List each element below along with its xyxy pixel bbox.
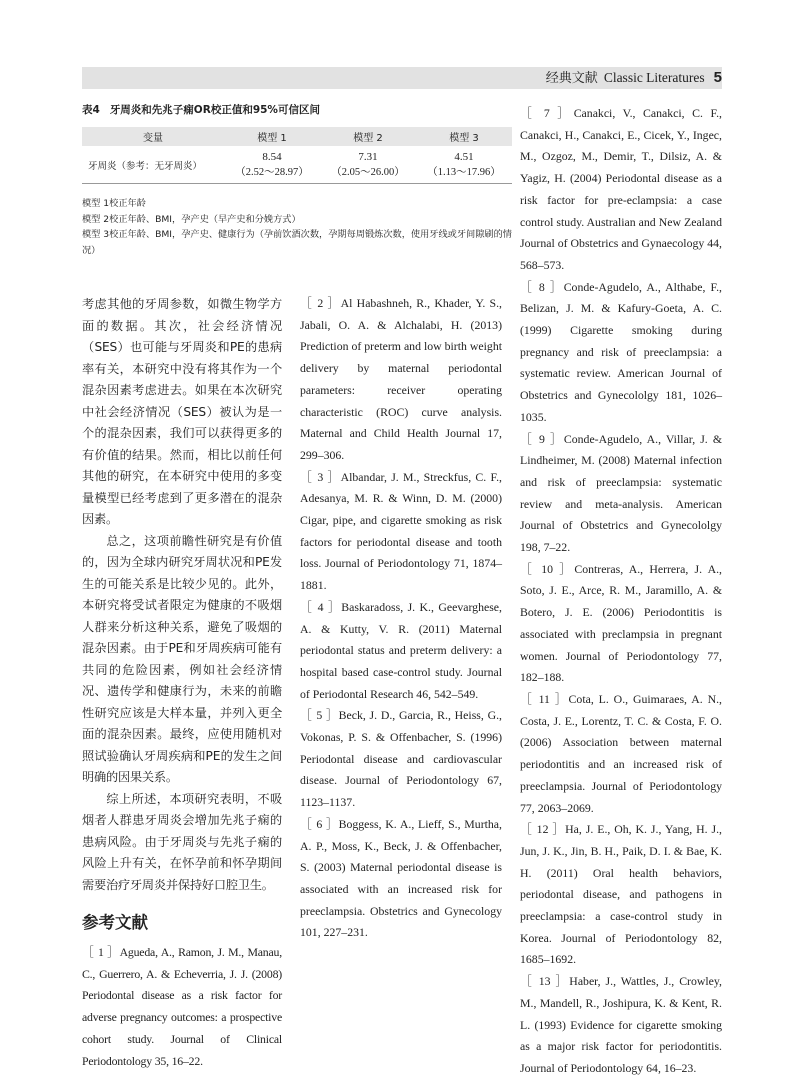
reference-number: ［ 10 ］ bbox=[520, 561, 575, 576]
table-header-row bbox=[82, 127, 512, 146]
reference-text: Albandar, J. M., Streckfus, C. F., Adesanya, M. R. & Winn, D. M. (2000) Cigar, pipe, and cigarette smoking as risk factors for periodontal disease and tooth loss. Journal of Periodontology 71, 1874–1881. bbox=[300, 469, 502, 593]
reference-item bbox=[300, 293, 502, 467]
reference-item bbox=[520, 819, 722, 971]
table-note: 模型 3校正年龄、BMI，孕产史、健康行为（孕前饮酒次数，孕期每周锻炼次数，使用牙线或牙间隙刷的情况） bbox=[82, 229, 512, 256]
body-column-1 bbox=[82, 294, 282, 1072]
table-note: 模型 2校正年龄、BMI，孕产史（早产史和分娩方式） bbox=[82, 213, 301, 225]
reference-text: Beck, J. D., Garcia, R., Heiss, G., Vokonas, P. S. & Offenbacher, S. (1996) Periodontal disease and cardiovascular disease. Journal of Periodontology 67, 1123–1137. bbox=[300, 708, 502, 810]
reference-number: ［ 11 ］ bbox=[520, 691, 569, 706]
table-notes bbox=[82, 196, 512, 258]
table-cell-variable: 牙周炎（参考：无牙周炎） bbox=[82, 146, 224, 184]
body-paragraph: 考虑其他的牙周参数，如微生物学方面的数据。其次，社会经济情况（SES）也可能与牙周炎和PE的患病率有关，本研究中没有将其作为一个混杂因素考虑进去。如果在本次研究中社会经济情况（SES）被认为是一个的混杂因素，我们可以获得更多的有价值的结果。然而，相比以前任何其他的研究，在本研究中使用的多变量模型已经考虑到了更多潜在的混杂因素。 bbox=[82, 297, 282, 526]
table-section bbox=[82, 101, 512, 256]
reference-text: Haber, J., Wattles, J., Crowley, M., Mandell, R., Joshipura, K. & Kent, R. L. (1993) Evidence for cigarette smoking as a major risk factor for periodontitis. Journal of Periodontology 64, 16–23. bbox=[520, 974, 722, 1075]
table-caption-text: 牙周炎和先兆子痫OR校正值和95%可信区间 bbox=[109, 104, 320, 116]
table-header-model-1: 模型 1 bbox=[224, 127, 320, 146]
page-number: 5 bbox=[713, 69, 722, 86]
reference-item bbox=[520, 103, 722, 277]
table-header-model-3: 模型 3 bbox=[416, 127, 512, 146]
reference-text: Conde-Agudelo, A., Althabe, F., Belizan, J. M. & Kafury-Goeta, A. C. (1999) Cigarette smoking during pregnancy and risk of preeclampsia: a systematic review. American Journal of Obstetrics and Gynecololgy 181, 1026–1035. bbox=[520, 279, 722, 424]
table-row bbox=[82, 146, 512, 184]
reference-number: ［ 1 ］ bbox=[82, 945, 120, 959]
or-value: 8.54 bbox=[262, 150, 282, 163]
references-heading: 参考文献 bbox=[82, 913, 148, 932]
reference-text: Canakci, V., Canakci, C. F., Canakci, H., Canakci, E., Cicek, Y., Ingec, M., Ozgoz, M., Demir, T., Dilsiz, A. & Yagiz, H. (2004) Periodontal disease as a risk factor for pre-eclampsia: a case control study. Australian and New Zealand Journal of Obstetrics and Gynaecology 44, 568–573. bbox=[520, 106, 722, 272]
reference-item bbox=[82, 942, 282, 1072]
ci-value: （1.13～17.96） bbox=[427, 166, 501, 178]
or-table bbox=[82, 127, 512, 184]
reference-item bbox=[300, 814, 502, 944]
body-paragraph: 总之，这项前瞻性研究是有价值的，因为全球内研究牙周状况和PE发生的可能关系是比较少见的。此外，本研究将受试者限定为健康的不吸烟人群来分析这种关系，避免了吸烟的混杂因素。由于PE和牙周疾病可能有共同的危险因素，例如社会经济情况、遗传学和健康行为，未来的前瞻性研究应该是大样本量，并列入更全面的混杂因素。最终，应使用随机对照试验确认牙周疾病和PE的发生之间明确的因果关系。 bbox=[82, 533, 282, 784]
ci-value: （2.05～26.00） bbox=[331, 166, 405, 178]
reference-item bbox=[520, 277, 722, 429]
reference-number: ［ 13 ］ bbox=[520, 974, 570, 989]
table-caption bbox=[82, 101, 512, 119]
reference-item bbox=[300, 705, 502, 814]
reference-number: ［ 3 ］ bbox=[300, 469, 341, 484]
reference-item bbox=[520, 971, 722, 1080]
reference-number: ［ 8 ］ bbox=[520, 279, 564, 294]
reference-item bbox=[300, 597, 502, 706]
reference-item bbox=[520, 559, 722, 689]
table-note: 模型 1校正年龄 bbox=[82, 198, 146, 209]
reference-text: Boggess, K. A., Lieff, S., Murtha, A. P., Moss, K., Beck, J. & Offenbacher, S. (2003) Maternal periodontal disease is associated with an increased risk for preeclampsia. Obstetrics and Gynecology 101, 227–231. bbox=[300, 816, 502, 940]
reference-text: Contreras, A., Herrera, J. A., Soto, J. E., Arce, R. M., Jaramillo, A. & Botero, J. E. (2006) Periodontitis is associated with preclampsia in pregnant women. Journal of Periodontology 77, 182–188. bbox=[520, 561, 722, 685]
table-header-variable: 变量 bbox=[82, 127, 224, 146]
references-column-3 bbox=[520, 103, 722, 1080]
references-column-2 bbox=[300, 293, 502, 944]
body-paragraph: 综上所述，本项研究表明，不吸烟者人群患牙周炎会增加先兆子痫的患病风险。由于牙周炎与先兆子痫的风险上升有关，在怀孕前和怀孕期间需要治疗牙周炎并保持好口腔卫生。 bbox=[82, 791, 282, 892]
or-value: 7.31 bbox=[358, 150, 378, 163]
reference-number: ［ 6 ］ bbox=[300, 816, 339, 831]
table-header-model-2: 模型 2 bbox=[320, 127, 416, 146]
reference-text: Cota, L. O., Guimaraes, A. N., Costa, J. E., Lorentz, T. C. & Costa, F. O. (2006) Association between maternal periodontitis and an increased risk of preeclampsia. Journal of Periodontology 77, 2063–2069. bbox=[520, 691, 722, 815]
reference-number: ［ 9 ］ bbox=[520, 431, 564, 446]
reference-number: ［ 7 ］ bbox=[520, 106, 574, 120]
ci-value: （2.52～28.97） bbox=[235, 166, 309, 178]
reference-number: ［ 12 ］ bbox=[520, 822, 566, 837]
reference-text: Baskaradoss, J. K., Geevarghese, A. & Kutty, V. R. (2011) Maternal periodontal status and preterm delivery: a hospital based case-control study. Journal of Periodontal Research 46, 542–549. bbox=[300, 599, 502, 701]
reference-text: Ha, J. E., Oh, K. J., Yang, H. J., Jun, J. K., Jin, B. H., Paik, D. I. & Bae, K. H. (2011) Oral health behaviors, periodontal disease, and pathogens in preeclampsia: a case-control study in Korea. Journal of Periodontology 82, 1685–1692. bbox=[520, 822, 722, 967]
table-caption-number: 表4 bbox=[82, 104, 100, 116]
reference-number: ［ 4 ］ bbox=[300, 599, 342, 614]
section-title-cn: 经典文献 bbox=[545, 71, 598, 86]
or-value: 4.51 bbox=[454, 150, 474, 163]
running-header bbox=[82, 67, 722, 89]
reference-item bbox=[520, 429, 722, 559]
reference-number: ［ 5 ］ bbox=[300, 708, 339, 723]
reference-item bbox=[300, 467, 502, 597]
reference-text: Agueda, A., Ramon, J. M., Manau, C., Guerrero, A. & Echeverria, J. J. (2008) Periodontal disease as a risk factor for adverse pregnancy outcomes: a prospective cohort study. Journal of Clinical Periodontology 35, 16–22. bbox=[82, 945, 282, 1068]
reference-item bbox=[520, 689, 722, 819]
reference-text: Conde-Agudelo, A., Villar, J. & Lindheimer, M. (2008) Maternal infection and risk of preeclampsia: systematic review and meta-analysis. American Journal of Obstetrics and Gynecololgy 198, 7–22. bbox=[520, 431, 722, 555]
section-title-en: Classic Literatures bbox=[603, 70, 705, 85]
running-header-text bbox=[546, 67, 722, 89]
reference-number: ［ 2 ］ bbox=[300, 296, 341, 310]
reference-text: Al Habashneh, R., Khader, Y. S., Jabali, O. A. & Alchalabi, H. (2013) Prediction of preterm and low birth weight delivery by maternal periodontal parameters: receiver operating characteristic (ROC) curve analysis. Maternal and Child Health Journal 17, 299–306. bbox=[300, 296, 502, 462]
table-cell-model-3 bbox=[416, 146, 512, 184]
table-cell-model-1 bbox=[224, 146, 320, 184]
table-cell-model-2 bbox=[320, 146, 416, 184]
